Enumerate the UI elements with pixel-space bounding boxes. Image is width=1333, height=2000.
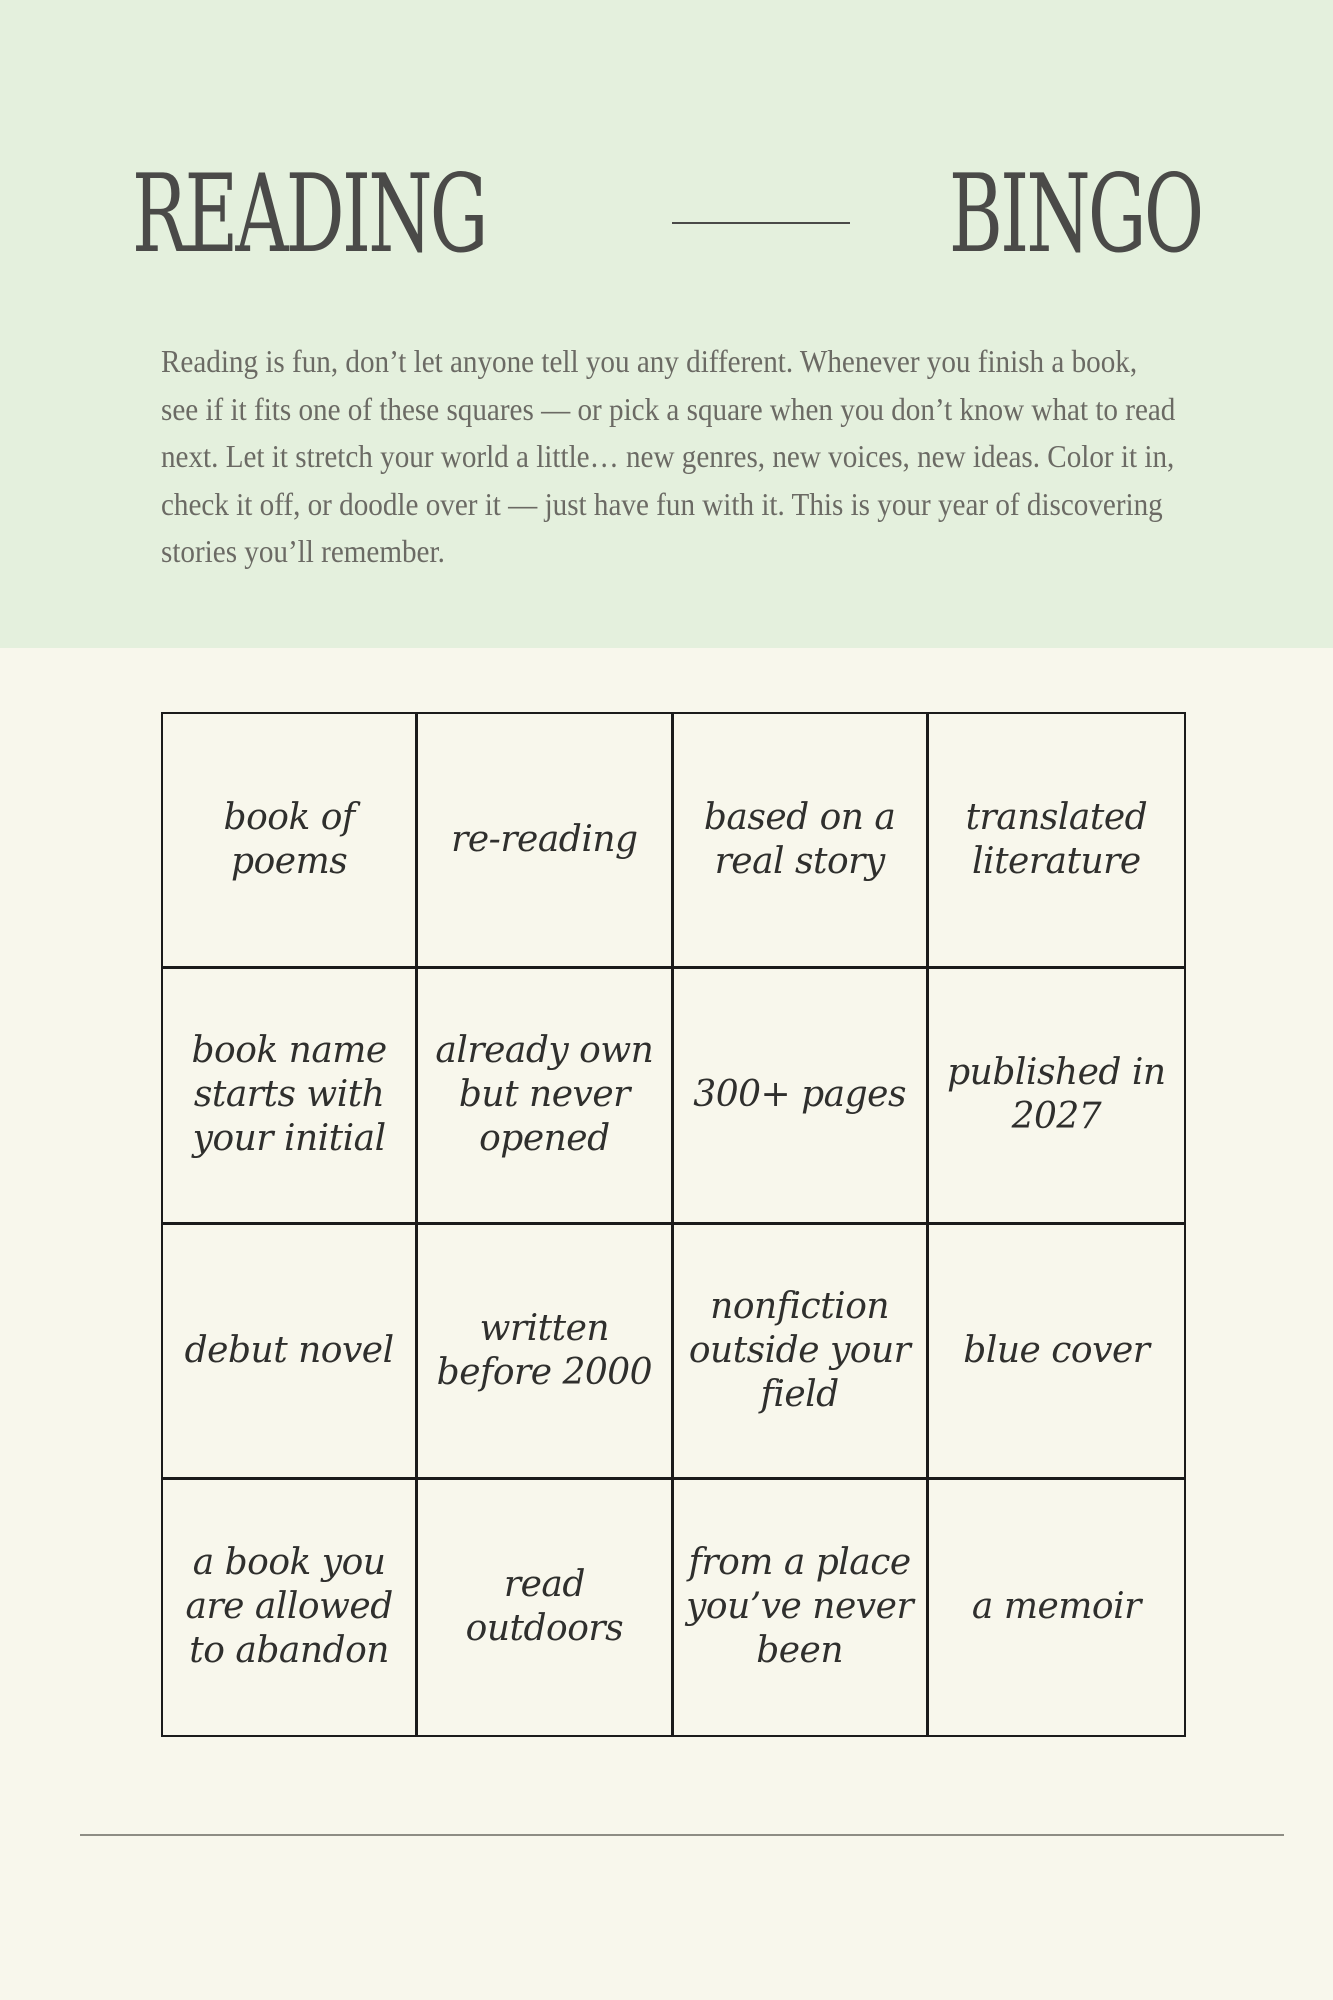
bingo-square-label: read outdoors [465,1564,624,1650]
title-bingo: BINGO [948,152,1201,277]
bingo-square[interactable] [163,1480,418,1735]
bingo-square[interactable] [929,1225,1184,1480]
bingo-square[interactable] [418,969,673,1224]
bingo-square-label: translated literature [965,797,1148,883]
bingo-square[interactable] [929,969,1184,1224]
title-reading: READING [132,152,486,277]
bingo-square-label: 300+ pages [693,1074,906,1116]
bingo-square[interactable] [163,969,418,1224]
bingo-square-label: debut novel [184,1329,394,1371]
bingo-square-label: based on a real story [703,797,896,883]
bingo-square[interactable] [163,1225,418,1480]
intro-paragraph: Reading is fun, don’t let anyone tell you any different. Whenever you finish a book, see if it fits one of these squares — or pick a square when you don’t know what to read next. Let it stretch your world a little… new genres, new voices, new ideas. Color it in, check it off, or doodle over it — just have fun with it. This is your year of discovering stories you’ll remember. [161,343,1176,569]
bingo-grid [161,712,1186,1737]
header-band [0,0,1333,648]
bingo-square[interactable] [418,1480,673,1735]
bingo-square-label: written before 2000 [436,1307,653,1393]
bingo-square-label: re-reading [451,819,638,861]
bingo-square[interactable] [929,1480,1184,1735]
bingo-square-label: book name starts with your initial [191,1030,387,1160]
bingo-square-label: published in 2027 [947,1052,1166,1138]
bingo-square[interactable] [929,714,1184,969]
bingo-square[interactable] [418,714,673,969]
bingo-square-label: blue cover [963,1329,1150,1371]
bingo-square-label: already own but never opened [435,1030,654,1160]
bingo-square[interactable] [163,714,418,969]
bingo-square[interactable] [418,1225,673,1480]
bingo-square-label: a memoir [971,1586,1141,1628]
title-dash-divider [672,222,850,224]
bingo-square[interactable] [674,969,929,1224]
bingo-square[interactable] [674,1225,929,1480]
bingo-square-label: a book you are allowed to abandon [185,1542,393,1672]
bingo-square-label: book of poems [223,797,355,883]
footer-divider [80,1834,1284,1836]
bingo-square[interactable] [674,1480,929,1735]
bingo-square-label: from a place you’ve never been [686,1542,914,1672]
bingo-square-label: nonfiction outside your field [688,1285,911,1415]
bingo-square[interactable] [674,714,929,969]
